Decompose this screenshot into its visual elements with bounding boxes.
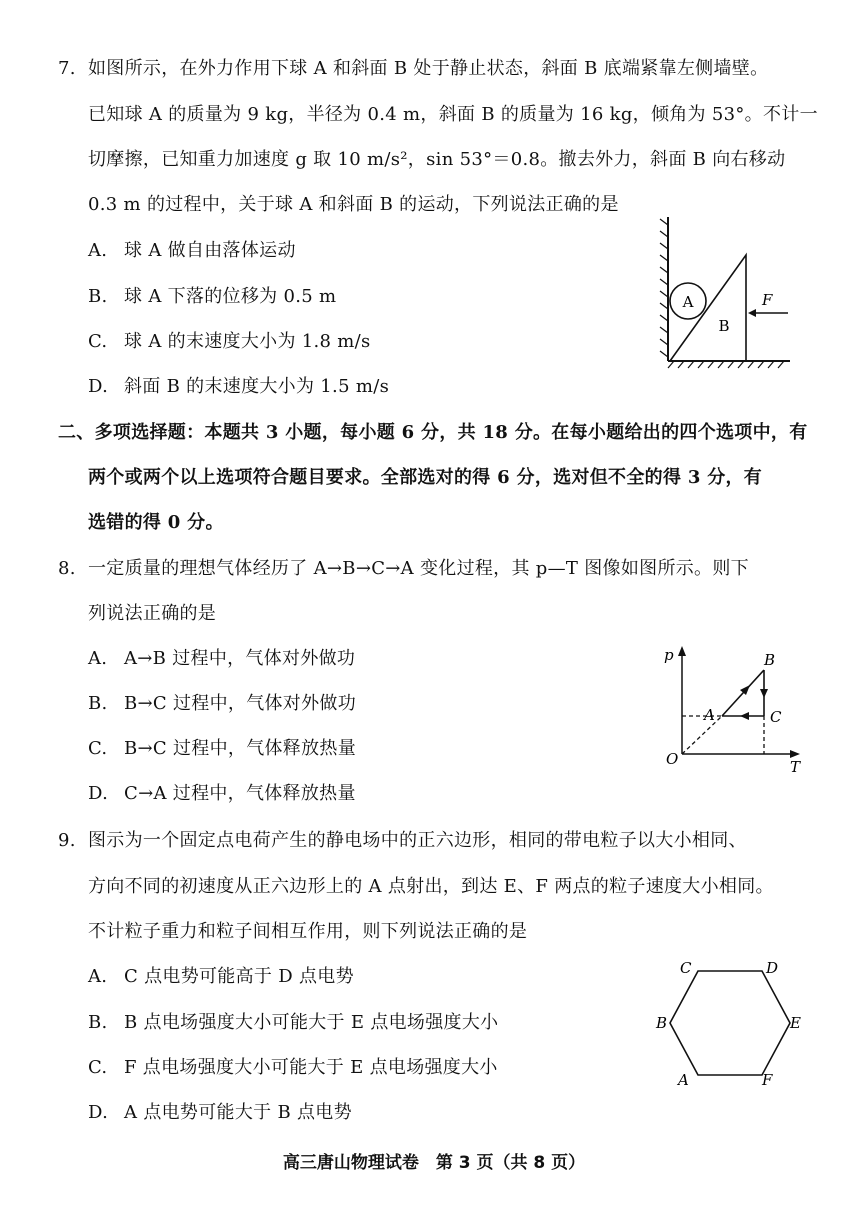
option-text: 斜面 B 的末速度大小为 1.5 m/s [124,376,390,397]
force-arrowhead [748,309,756,317]
origin-label: O [666,750,679,768]
question-number: 8. [58,558,76,579]
wall-hatching [660,217,668,361]
option-letter: B. [88,286,108,307]
question-8-option-b [88,693,356,715]
option-text: 球 A 做自由落体运动 [124,240,296,261]
option-letter: C. [88,1057,108,1078]
y-axis-label: p [664,646,674,664]
section-2-line-3: 选错的得 0 分。 [88,512,224,533]
hexagon [670,971,790,1075]
section-2-line-2: 两个或两个以上选项符合题目要求。全部选对的得 6 分，选对但不全的得 3 分，有 [88,467,763,488]
question-9-option-d [88,1102,352,1124]
option-text: F 点电场强度大小可能大于 E 点电场强度大小 [124,1057,498,1078]
option-text: 球 A 的末速度大小为 1.8 m/s [124,331,371,352]
x-axis-arrowhead [790,750,800,758]
y-axis-arrowhead [678,646,686,656]
question-8-option-d [88,783,356,805]
hexagon-figure [650,955,810,1090]
vertex-c-label: C [680,959,692,977]
option-text: B→C 过程中，气体对外做功 [124,693,357,714]
option-text: C 点电势可能高于 D 点电势 [124,966,354,987]
arrow-b-to-c [760,689,768,698]
vertex-e-label: E [790,1014,801,1032]
option-letter: D. [88,376,109,397]
incline-label: B [718,317,730,335]
question-7-line-4: 0.3 m 的过程中，关于球 A 和斜面 B 的运动，下列说法正确的是 [88,194,619,215]
question-number: 7. [58,58,76,79]
question-9-line-3: 不计粒子重力和粒子间相互作用，则下列说法正确的是 [88,921,528,942]
question-7-line-2: 已知球 A 的质量为 9 kg，半径为 0.4 m，斜面 B 的质量为 16 kg，倾角为 53°。不计一 [88,104,818,125]
option-letter: D. [88,783,109,804]
question-7-option-a [88,240,296,262]
question-8-line-1 [58,558,749,580]
question-9-option-c [88,1057,498,1079]
question-8-option-a [88,648,355,670]
section-2-line-1: 二、多项选择题：本题共 3 小题，每小题 6 分，共 18 分。在每小题给出的四个选项中，有 [58,422,808,443]
question-7-option-b [88,286,336,308]
question-7-line-1 [58,58,768,80]
question-text: 图示为一个固定点电荷产生的静电场中的正六边形，相同的带电粒子以大小相同、 [88,830,747,851]
question-7-line-3: 切摩擦，已知重力加速度 g 取 10 m/s²，sin 53°＝0.8。撤去外力，斜面 B 向右移动 [88,149,786,170]
question-9-option-a [88,966,354,988]
point-a-label: A [704,706,715,724]
option-letter: C. [88,331,108,352]
extension-line-origin-to-a [682,716,722,754]
option-letter: D. [88,1102,109,1123]
path-a-to-b [722,670,764,716]
option-text: A→B 过程中，气体对外做功 [124,648,356,669]
option-letter: A. [88,240,108,261]
question-9-line-2: 方向不同的初速度从正六边形上的 A 点射出，到达 E、F 两点的粒子速度大小相同。 [88,876,774,897]
vertex-f-label: F [762,1071,773,1089]
point-b-label: B [764,651,776,669]
option-text: A 点电势可能大于 B 点电势 [124,1102,352,1123]
question-text: 一定质量的理想气体经历了 A→B→C→A 变化过程，其 p—T 图像如图所示。则下 [88,558,749,579]
p-t-diagram [660,640,810,780]
option-letter: C. [88,738,108,759]
option-letter: B. [88,693,108,714]
question-number: 9. [58,830,76,851]
option-text: 球 A 下落的位移为 0.5 m [124,286,337,307]
question-7-option-d [88,376,389,398]
question-9-option-b [88,1012,498,1034]
floor-hatching [668,361,790,368]
question-8-line-2: 列说法正确的是 [88,603,217,624]
vertex-b-label: B [656,1014,668,1032]
option-text: B 点电场强度大小可能大于 E 点电场强度大小 [124,1012,499,1033]
vertex-a-label: A [678,1071,689,1089]
vertex-d-label: D [766,959,779,977]
force-label: F [762,291,773,309]
ball-label: A [682,293,694,311]
option-letter: A. [88,966,108,987]
question-text: 如图所示，在外力作用下球 A 和斜面 B 处于静止状态，斜面 B 底端紧靠左侧墙壁。 [88,58,769,79]
option-letter: B. [88,1012,108,1033]
option-text: B→C 过程中，气体释放热量 [124,738,357,759]
question-9-line-1 [58,830,747,852]
x-axis-label: T [790,758,801,776]
page-footer: 高三唐山物理试卷 第 3 页（共 8 页） [282,1153,586,1173]
point-c-label: C [770,708,782,726]
arrow-c-to-a [740,712,749,720]
option-letter: A. [88,648,108,669]
question-8-option-c [88,738,356,760]
question-7-option-c [88,331,371,353]
option-text: C→A 过程中，气体释放热量 [124,783,356,804]
incline-ball-figure [650,215,810,375]
